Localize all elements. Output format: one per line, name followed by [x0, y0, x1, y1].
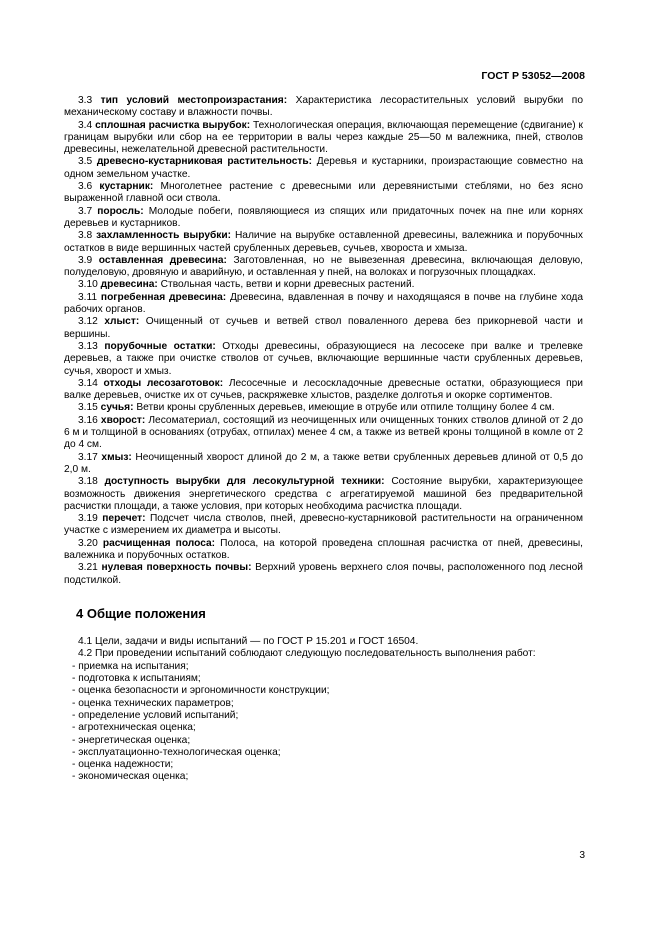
- term-definition: Лесосечные и лесоскладочные древесные остатки, образующиеся при валке деревьев, очистке их от сучьев, раскряжевке хлыстов, разделке долготья и окорке сортиментов.: [64, 377, 583, 402]
- term-name: сплошная расчистка вырубок:: [95, 119, 251, 131]
- standard-code-header: ГОСТ Р 53052—2008: [481, 70, 585, 82]
- work-sequence-list: [64, 661, 583, 784]
- term-name: хмыз:: [101, 451, 132, 463]
- list-item: - приемка на испытания;: [64, 661, 583, 673]
- term-entry: 3.5 древесно-кустарниковая растительность: Деревья и кустарники, произрастающие совместно на одном земельном участке.: [64, 156, 584, 180]
- term-name: отходы лесозаготовок:: [103, 377, 224, 389]
- list-item: - оценка безопасности и эргономичности конструкции;: [64, 685, 583, 697]
- term-definition: Очищенный от сучьев и ветвей ствол поваленного дерева без прикорневой части и вершины.: [64, 316, 583, 340]
- term-entry: 3.20 расчищенная полоса: Полоса, на которой проведена сплошная расчистка от пней, древесины, валежника и порубочных остатков.: [64, 537, 583, 561]
- paragraph-4-2: 4.2 При проведении испытаний соблюдают следующую последовательность выполнения работ:: [78, 648, 536, 660]
- list-item: - подготовка к испытаниям;: [64, 673, 583, 685]
- term-name: кустарник:: [99, 181, 154, 193]
- page-number: 3: [579, 850, 585, 861]
- term-name: оставленная древесина:: [98, 254, 227, 266]
- term-definition: Верхний уровень верхнего слоя почвы, расположенного под лесной подстилкой.: [64, 562, 583, 586]
- term-entry: 3.17 хмыз: Неочищенный хворост длиной до 2 м, а также ветви срубленных деревьев длиной от 0,5 до 2,0 м.: [64, 451, 583, 475]
- list-item: - эксплуатационно-технологическая оценка;: [64, 747, 583, 759]
- term-entry: 3.14 отходы лесозаготовок: Лесосечные и лесоскладочные древесные остатки, образующиеся при валке деревьев, очистке их от сучьев, раскряжевке хлыстов, разделке долготья и окорке сортиментов.: [64, 377, 583, 402]
- term-definition: Отходы древесины, образующиеся на лесосеке при валке и трелевке деревьев, а также при очистке стволов от сучьев, включающие вершинные части срубленных деревьев, сучья, хворост и хмыз.: [64, 340, 583, 377]
- term-definition: Характеристика лесорастительных условий вырубки по механическому составу и влажности почвы.: [64, 95, 583, 119]
- list-item: - оценка надежности;: [64, 759, 583, 771]
- term-entry: 3.12 хлыст: Очищенный от сучьев и ветвей ствол поваленного дерева без прикорневой части и вершины.: [64, 316, 583, 340]
- terms-list: [64, 95, 583, 587]
- term-definition: Заготовленная, но не вывезенная древесина, включающая деловую, полуделовую, дровяную и аварийную, и оставленная у пней, на волоках и погрузочных площадках.: [64, 254, 583, 279]
- term-name: доступность вырубки для лесокультурной техники:: [104, 476, 385, 488]
- paragraph-4-1: 4.1 Цели, задачи и виды испытаний — по ГОСТ Р 15.201 и ГОСТ 16504.: [78, 636, 419, 648]
- term-definition: Наличие на вырубке оставленной древесины, валежника и порубочных остатков в виде вершинных частей срубленных деревьев, сучьев, хвороста и хмыза.: [64, 230, 583, 254]
- term-definition: Подсчет числа стволов, пней, древесно-кустарниковой растительности на ограниченном участке с измерением их диаметра и высоты.: [64, 513, 583, 537]
- term-definition: Древесина, вдавленная в почву и находящаяся в почве на глубине хода рабочих органов.: [64, 291, 583, 316]
- term-entry: 3.16 хворост: Лесоматериал, состоящий из неочищенных или очищенных тонких стволов длиной от 2 до 6 м и толщиной в основаниях (отрубах, отпилах) менее 4 см, а также из ветвей кроны толщиной в комле от 2 до 4 см.: [64, 414, 583, 451]
- term-entry: 3.6 кустарник: Многолетнее растение с древесными или деревянистыми стеблями, но без ясно выраженной главной оси ствола.: [64, 181, 583, 205]
- term-name: захламленность вырубки:: [96, 230, 232, 242]
- term-name: хворост:: [100, 414, 146, 426]
- term-entry: 3.21 нулевая поверхность почвы: Верхний уровень верхнего слоя почвы, расположенного под лесной подстилкой.: [64, 562, 583, 586]
- term-name: порубочные остатки:: [104, 340, 216, 352]
- term-entry: 3.13 порубочные остатки: Отходы древесины, образующиеся на лесосеке при валке и трелевке деревьев, а также при очистке стволов от сучьев, включающие вершинные части срубленных деревьев, сучья, хворост и хмыз.: [64, 340, 583, 377]
- term-definition: Состояние вырубки, характеризующее возможность движения энергетического средства с агрегатируемой машиной без предварительной расчистки площади, а также условия, при которых необходима расчистка площади.: [64, 476, 583, 512]
- list-item: - агротехническая оценка;: [64, 722, 583, 734]
- term-name: перечет:: [102, 513, 146, 525]
- term-entry: 3.19 перечет: Подсчет числа стволов, пней, древесно-кустарниковой растительности на ограниченном участке с измерением их диаметра и высоты.: [64, 513, 583, 537]
- term-definition: Лесоматериал, состоящий из неочищенных или очищенных тонких стволов длиной от 2 до 6 м и толщиной в основаниях (отрубах, отпилах) менее 4 см, а также из ветвей кроны толщиной в комле от 2 до 4 см.: [64, 414, 583, 451]
- term-name: поросль:: [97, 205, 144, 217]
- list-item: - экономическая оценка;: [64, 771, 583, 783]
- term-name: нулевая поверхность почвы:: [101, 562, 252, 574]
- term-name: древесно-кустарниковая растительность:: [96, 156, 313, 168]
- term-definition: Многолетнее растение с древесными или деревянистыми стеблями, но без ясно выраженной главной оси ствола.: [64, 181, 583, 205]
- section-heading: 4 Общие положения: [76, 605, 206, 621]
- term-name: сучья:: [100, 402, 134, 414]
- term-entry: 3.4 сплошная расчистка вырубок: Технологическая операция, включающая перемещение (сдвигание) к границам вырубки или сбор на ее территории в валы через каждые 25—50 м валежника, пней, стволов древесины, нежелательной древесной растительности.: [64, 119, 583, 156]
- term-definition: Ветви кроны срубленных деревьев, имеющие в отрубе или отпиле толщину более 4 см.: [136, 402, 555, 414]
- term-entry: 3.10 древесина: Ствольная часть, ветви и корни древесных растений.: [78, 279, 415, 291]
- term-name: тип условий местопроизрастания:: [100, 95, 288, 106]
- term-entry: 3.7 поросль: Молодые побеги, появляющиеся из спящих или придаточных почек на пне или корнях деревьев и кустарников.: [64, 205, 583, 229]
- page-content: [64, 95, 583, 784]
- list-item: - энергетическая оценка;: [64, 735, 583, 747]
- term-entry: 3.15 сучья: Ветви кроны срубленных деревьев, имеющие в отрубе или отпиле толщину более 4 см.: [78, 402, 555, 414]
- term-definition: Технологическая операция, включающая перемещение (сдвигание) к границам вырубки или сбор на ее территории в валы через каждые 25—50 м валежника, пней, стволов древесины, нежелательной древесной растительности.: [64, 119, 583, 156]
- term-name: древесина:: [100, 279, 158, 291]
- term-entry: 3.9 оставленная древесина: Заготовленная, но не вывезенная древесина, включающая деловую, полуделовую, дровяную и аварийную, и оставленная у пней, на волоках и погрузочных площадках.: [64, 254, 583, 279]
- term-definition: Молодые побеги, появляющиеся из спящих или придаточных почек на пне или корнях деревьев и кустарников.: [64, 205, 583, 229]
- term-definition: Ствольная часть, ветви и корни древесных растений.: [160, 279, 415, 291]
- term-definition: Деревья и кустарники, произрастающие совместно на одном земельном участке.: [64, 156, 584, 180]
- term-name: хлыст:: [104, 316, 140, 328]
- term-name: погребенная древесина:: [100, 291, 227, 303]
- term-entry: 3.3 тип условий местопроизрастания: Характеристика лесорастительных условий вырубки по механическому составу и влажности почвы.: [64, 95, 583, 119]
- term-definition: Неочищенный хворост длиной до 2 м, а также ветви срубленных деревьев длиной от 0,5 до 2,0 м.: [64, 451, 583, 475]
- term-definition: Полоса, на которой проведена сплошная расчистка от пней, древесины, валежника и порубочных остатков.: [64, 537, 583, 561]
- list-item: - оценка технических параметров;: [64, 698, 583, 710]
- term-name: расчищенная полоса:: [102, 537, 216, 549]
- term-entry: 3.11 погребенная древесина: Древесина, вдавленная в почву и находящаяся в почве на глубине хода рабочих органов.: [64, 291, 583, 316]
- list-item: - определение условий испытаний;: [64, 710, 583, 722]
- term-entry: 3.8 захламленность вырубки: Наличие на вырубке оставленной древесины, валежника и порубочных остатков в виде вершинных частей срубленных деревьев, сучьев, хвороста и хмыза.: [64, 230, 583, 254]
- term-entry: 3.18 доступность вырубки для лесокультурной техники: Состояние вырубки, характеризующее возможность движения энергетического средства с агрегатируемой машиной без предварительной расчистки площади, а также условия, при которых необходима расчистка площади.: [64, 476, 583, 512]
